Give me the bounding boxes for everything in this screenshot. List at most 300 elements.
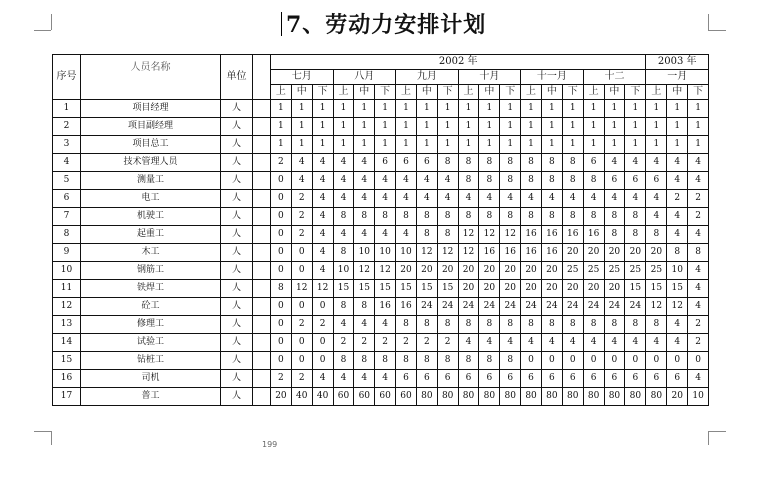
headcount-cell: 1 [541, 100, 562, 118]
headcount-cell: 2 [291, 208, 312, 226]
personnel-name: 普工 [81, 388, 221, 406]
headcount-cell: 8 [354, 298, 375, 316]
headcount-cell: 6 [500, 370, 521, 388]
headcount-cell: 16 [396, 298, 417, 316]
period-header: 上 [396, 85, 417, 100]
column-header-name: 人员名称 [81, 55, 221, 100]
month-header: 十一月 [521, 70, 584, 85]
headcount-cell: 12 [458, 226, 479, 244]
headcount-cell: 1 [375, 100, 396, 118]
headcount-cell: 1 [688, 118, 709, 136]
headcount-cell: 8 [625, 316, 646, 334]
headcount-cell: 1 [312, 100, 333, 118]
headcount-cell: 24 [458, 298, 479, 316]
headcount-cell: 0 [312, 334, 333, 352]
headcount-cell: 8 [458, 172, 479, 190]
personnel-name: 铁焊工 [81, 280, 221, 298]
period-header: 上 [646, 85, 667, 100]
headcount-cell: 10 [354, 244, 375, 262]
crop-mark-bottom-right [708, 431, 709, 445]
headcount-cell: 10 [688, 388, 709, 406]
headcount-cell: 4 [375, 190, 396, 208]
headcount-cell: 8 [375, 352, 396, 370]
blank-cell [253, 298, 271, 316]
period-header: 中 [291, 85, 312, 100]
headcount-cell: 24 [500, 298, 521, 316]
crop-mark-top-left [51, 14, 52, 30]
headcount-cell: 4 [437, 172, 458, 190]
headcount-cell: 8 [333, 208, 354, 226]
crop-mark-top-left [34, 30, 51, 31]
table-row [53, 100, 709, 118]
headcount-cell: 8 [437, 316, 458, 334]
headcount-cell: 0 [521, 352, 542, 370]
headcount-cell: 4 [396, 226, 417, 244]
headcount-cell: 20 [604, 244, 625, 262]
headcount-cell: 8 [479, 154, 500, 172]
unit-cell: 人 [221, 370, 253, 388]
headcount-cell: 12 [437, 244, 458, 262]
headcount-cell: 8 [541, 172, 562, 190]
headcount-cell: 0 [312, 352, 333, 370]
headcount-cell: 12 [667, 298, 688, 316]
headcount-cell: 6 [625, 370, 646, 388]
period-header: 下 [500, 85, 521, 100]
headcount-cell: 4 [562, 334, 583, 352]
headcount-cell: 2 [291, 370, 312, 388]
unit-cell: 人 [221, 298, 253, 316]
blank-cell [253, 262, 271, 280]
headcount-cell: 4 [291, 154, 312, 172]
headcount-cell: 4 [604, 154, 625, 172]
headcount-cell: 80 [458, 388, 479, 406]
headcount-cell: 1 [541, 136, 562, 154]
headcount-cell: 15 [416, 280, 437, 298]
headcount-cell: 4 [333, 172, 354, 190]
headcount-cell: 2 [375, 334, 396, 352]
headcount-cell: 24 [416, 298, 437, 316]
blank-cell [253, 388, 271, 406]
text-cursor [281, 12, 282, 36]
headcount-cell: 6 [521, 370, 542, 388]
headcount-cell: 2 [416, 334, 437, 352]
personnel-name: 项目副经理 [81, 118, 221, 136]
headcount-cell: 6 [437, 370, 458, 388]
headcount-cell: 8 [333, 244, 354, 262]
headcount-cell: 4 [541, 190, 562, 208]
unit-cell: 人 [221, 352, 253, 370]
headcount-cell: 8 [562, 316, 583, 334]
row-number: 10 [53, 262, 81, 280]
headcount-cell: 20 [604, 280, 625, 298]
headcount-cell: 40 [291, 388, 312, 406]
blank-cell [253, 136, 271, 154]
headcount-cell: 2 [667, 190, 688, 208]
headcount-cell: 20 [500, 280, 521, 298]
headcount-cell: 4 [688, 226, 709, 244]
headcount-cell: 20 [646, 244, 667, 262]
headcount-cell: 1 [291, 118, 312, 136]
table-row [53, 280, 709, 298]
headcount-cell: 1 [583, 118, 604, 136]
headcount-cell: 16 [562, 226, 583, 244]
headcount-cell: 8 [396, 316, 417, 334]
unit-cell: 人 [221, 154, 253, 172]
headcount-cell: 16 [541, 226, 562, 244]
headcount-cell: 4 [500, 190, 521, 208]
row-number: 14 [53, 334, 81, 352]
period-header: 中 [541, 85, 562, 100]
headcount-cell: 16 [583, 226, 604, 244]
headcount-cell: 1 [625, 100, 646, 118]
headcount-cell: 4 [354, 316, 375, 334]
headcount-cell: 0 [271, 298, 292, 316]
headcount-cell: 1 [604, 136, 625, 154]
headcount-cell: 1 [437, 136, 458, 154]
page-title: 7、劳动力安排计划 [286, 12, 487, 38]
blank-cell [253, 316, 271, 334]
unit-cell: 人 [221, 244, 253, 262]
headcount-cell: 8 [646, 316, 667, 334]
headcount-cell: 4 [333, 370, 354, 388]
headcount-cell: 8 [437, 352, 458, 370]
headcount-cell: 1 [604, 118, 625, 136]
headcount-cell: 1 [437, 118, 458, 136]
row-number: 8 [53, 226, 81, 244]
headcount-cell: 4 [333, 190, 354, 208]
headcount-cell: 24 [541, 298, 562, 316]
headcount-cell: 4 [375, 226, 396, 244]
headcount-cell: 4 [688, 370, 709, 388]
headcount-cell: 1 [271, 136, 292, 154]
unit-cell: 人 [221, 208, 253, 226]
headcount-cell: 1 [312, 136, 333, 154]
headcount-cell: 4 [688, 154, 709, 172]
period-header: 上 [271, 85, 292, 100]
headcount-cell: 1 [541, 118, 562, 136]
headcount-cell: 8 [333, 352, 354, 370]
headcount-cell: 10 [396, 244, 417, 262]
headcount-cell: 4 [479, 190, 500, 208]
headcount-cell: 4 [333, 154, 354, 172]
headcount-cell: 8 [646, 226, 667, 244]
headcount-cell: 16 [479, 244, 500, 262]
headcount-cell: 1 [354, 136, 375, 154]
headcount-cell: 4 [646, 154, 667, 172]
headcount-cell: 24 [437, 298, 458, 316]
crop-mark-bottom-right [708, 431, 726, 432]
headcount-cell: 15 [354, 280, 375, 298]
headcount-cell: 12 [646, 298, 667, 316]
headcount-cell: 20 [541, 280, 562, 298]
headcount-cell: 6 [396, 370, 417, 388]
headcount-cell: 4 [625, 154, 646, 172]
headcount-cell: 80 [521, 388, 542, 406]
headcount-cell: 1 [521, 100, 542, 118]
headcount-cell: 8 [541, 208, 562, 226]
headcount-cell: 4 [541, 334, 562, 352]
headcount-cell: 2 [354, 334, 375, 352]
headcount-cell: 8 [416, 226, 437, 244]
blank-cell [253, 352, 271, 370]
personnel-name: 司机 [81, 370, 221, 388]
headcount-cell: 20 [437, 262, 458, 280]
headcount-cell: 20 [625, 244, 646, 262]
headcount-cell: 4 [667, 154, 688, 172]
table-row [53, 298, 709, 316]
headcount-cell: 4 [667, 226, 688, 244]
headcount-cell: 1 [354, 118, 375, 136]
headcount-cell: 6 [396, 154, 417, 172]
headcount-cell: 8 [521, 172, 542, 190]
headcount-cell: 2 [271, 370, 292, 388]
unit-cell: 人 [221, 262, 253, 280]
headcount-cell: 4 [688, 262, 709, 280]
personnel-name: 试验工 [81, 334, 221, 352]
headcount-cell: 25 [583, 262, 604, 280]
headcount-cell: 15 [646, 280, 667, 298]
headcount-cell: 4 [354, 370, 375, 388]
headcount-cell: 1 [667, 100, 688, 118]
headcount-cell: 4 [688, 298, 709, 316]
headcount-cell: 24 [625, 298, 646, 316]
headcount-cell: 1 [500, 100, 521, 118]
headcount-cell: 8 [375, 208, 396, 226]
blank-header-cell [253, 55, 271, 100]
headcount-cell: 4 [583, 190, 604, 208]
unit-cell: 人 [221, 100, 253, 118]
header-row-years [53, 55, 709, 70]
headcount-cell: 1 [667, 136, 688, 154]
period-header: 中 [604, 85, 625, 100]
headcount-cell: 4 [416, 172, 437, 190]
headcount-cell: 1 [396, 100, 417, 118]
headcount-cell: 6 [375, 154, 396, 172]
headcount-cell: 6 [416, 154, 437, 172]
headcount-cell: 1 [416, 100, 437, 118]
headcount-cell: 20 [458, 262, 479, 280]
headcount-cell: 6 [646, 172, 667, 190]
headcount-cell: 1 [458, 100, 479, 118]
headcount-cell: 15 [333, 280, 354, 298]
headcount-cell: 8 [416, 208, 437, 226]
headcount-cell: 1 [625, 118, 646, 136]
headcount-cell: 1 [646, 118, 667, 136]
personnel-name: 钻桩工 [81, 352, 221, 370]
headcount-cell: 4 [416, 190, 437, 208]
headcount-cell: 8 [354, 208, 375, 226]
blank-cell [253, 154, 271, 172]
headcount-cell: 8 [437, 208, 458, 226]
headcount-cell: 60 [333, 388, 354, 406]
headcount-cell: 8 [500, 352, 521, 370]
unit-cell: 人 [221, 190, 253, 208]
labor-plan-table [52, 54, 709, 406]
headcount-cell: 1 [396, 118, 417, 136]
headcount-cell: 4 [312, 262, 333, 280]
period-header: 中 [479, 85, 500, 100]
headcount-cell: 15 [437, 280, 458, 298]
headcount-cell: 4 [604, 334, 625, 352]
unit-cell: 人 [221, 118, 253, 136]
headcount-cell: 1 [291, 136, 312, 154]
headcount-cell: 80 [604, 388, 625, 406]
headcount-cell: 0 [271, 244, 292, 262]
column-header-seq: 序号 [53, 55, 81, 100]
blank-cell [253, 190, 271, 208]
headcount-cell: 1 [500, 136, 521, 154]
headcount-cell: 1 [416, 118, 437, 136]
table-row [53, 208, 709, 226]
headcount-cell: 0 [604, 352, 625, 370]
blank-cell [253, 370, 271, 388]
headcount-cell: 1 [291, 100, 312, 118]
headcount-cell: 2 [688, 208, 709, 226]
month-header: 一月 [646, 70, 709, 85]
row-number: 11 [53, 280, 81, 298]
headcount-cell: 24 [583, 298, 604, 316]
headcount-cell: 1 [312, 118, 333, 136]
headcount-cell: 8 [604, 316, 625, 334]
table-row [53, 352, 709, 370]
headcount-cell: 2 [271, 154, 292, 172]
headcount-cell: 0 [271, 262, 292, 280]
headcount-cell: 15 [667, 280, 688, 298]
table-row [53, 226, 709, 244]
headcount-cell: 80 [583, 388, 604, 406]
headcount-cell: 8 [625, 226, 646, 244]
headcount-cell: 4 [291, 172, 312, 190]
headcount-cell: 8 [562, 208, 583, 226]
unit-cell: 人 [221, 136, 253, 154]
headcount-cell: 0 [583, 352, 604, 370]
headcount-cell: 25 [604, 262, 625, 280]
headcount-cell: 4 [396, 172, 417, 190]
headcount-cell: 1 [604, 100, 625, 118]
headcount-cell: 0 [312, 298, 333, 316]
month-header: 十月 [458, 70, 521, 85]
headcount-cell: 4 [521, 334, 542, 352]
headcount-cell: 0 [271, 352, 292, 370]
headcount-cell: 6 [604, 370, 625, 388]
headcount-cell: 0 [291, 244, 312, 262]
headcount-cell: 4 [646, 208, 667, 226]
blank-cell [253, 244, 271, 262]
headcount-cell: 4 [521, 190, 542, 208]
headcount-cell: 1 [521, 118, 542, 136]
headcount-cell: 4 [333, 226, 354, 244]
headcount-cell: 0 [291, 262, 312, 280]
headcount-cell: 8 [458, 352, 479, 370]
headcount-cell: 0 [291, 334, 312, 352]
headcount-cell: 15 [375, 280, 396, 298]
headcount-cell: 1 [646, 136, 667, 154]
headcount-cell: 1 [625, 136, 646, 154]
headcount-cell: 4 [500, 334, 521, 352]
row-number: 13 [53, 316, 81, 334]
month-header: 八月 [333, 70, 396, 85]
headcount-cell: 20 [396, 262, 417, 280]
table-row [53, 334, 709, 352]
headcount-cell: 8 [521, 208, 542, 226]
blank-cell [253, 208, 271, 226]
headcount-cell: 2 [291, 226, 312, 244]
headcount-cell: 4 [396, 190, 417, 208]
headcount-cell: 80 [416, 388, 437, 406]
headcount-cell: 0 [646, 352, 667, 370]
headcount-cell: 4 [688, 280, 709, 298]
month-header: 七月 [271, 70, 334, 85]
headcount-cell: 12 [375, 262, 396, 280]
headcount-cell: 16 [521, 244, 542, 262]
headcount-cell: 4 [312, 226, 333, 244]
headcount-cell: 8 [604, 208, 625, 226]
period-header: 上 [583, 85, 604, 100]
headcount-cell: 6 [416, 370, 437, 388]
period-header: 上 [458, 85, 479, 100]
headcount-cell: 8 [333, 298, 354, 316]
headcount-cell: 25 [646, 262, 667, 280]
headcount-cell: 0 [625, 352, 646, 370]
headcount-cell: 12 [500, 226, 521, 244]
headcount-cell: 1 [333, 100, 354, 118]
headcount-cell: 8 [625, 208, 646, 226]
headcount-cell: 4 [375, 172, 396, 190]
headcount-cell: 8 [604, 226, 625, 244]
headcount-cell: 8 [458, 208, 479, 226]
headcount-cell: 4 [375, 316, 396, 334]
row-number: 4 [53, 154, 81, 172]
table-row [53, 244, 709, 262]
headcount-cell: 6 [562, 370, 583, 388]
crop-mark-bottom-left [51, 431, 52, 445]
headcount-cell: 1 [333, 118, 354, 136]
headcount-cell: 8 [688, 244, 709, 262]
personnel-name: 钢筋工 [81, 262, 221, 280]
blank-cell [253, 280, 271, 298]
headcount-cell: 10 [375, 244, 396, 262]
headcount-cell: 0 [271, 208, 292, 226]
headcount-cell: 8 [521, 316, 542, 334]
headcount-cell: 20 [583, 280, 604, 298]
headcount-cell: 1 [333, 136, 354, 154]
blank-cell [253, 172, 271, 190]
headcount-cell: 80 [541, 388, 562, 406]
headcount-cell: 0 [562, 352, 583, 370]
personnel-name: 电工 [81, 190, 221, 208]
headcount-cell: 2 [688, 316, 709, 334]
headcount-cell: 1 [396, 136, 417, 154]
period-header: 下 [625, 85, 646, 100]
row-number: 17 [53, 388, 81, 406]
row-number: 12 [53, 298, 81, 316]
headcount-cell: 1 [562, 118, 583, 136]
headcount-cell: 2 [291, 316, 312, 334]
unit-cell: 人 [221, 388, 253, 406]
headcount-cell: 0 [688, 352, 709, 370]
headcount-cell: 8 [583, 316, 604, 334]
headcount-cell: 4 [625, 190, 646, 208]
headcount-cell: 16 [500, 244, 521, 262]
unit-cell: 人 [221, 280, 253, 298]
unit-cell: 人 [221, 226, 253, 244]
crop-mark-top-right [708, 30, 726, 31]
headcount-cell: 1 [458, 118, 479, 136]
headcount-cell: 4 [667, 208, 688, 226]
period-header: 中 [667, 85, 688, 100]
headcount-cell: 4 [375, 370, 396, 388]
headcount-cell: 0 [291, 298, 312, 316]
